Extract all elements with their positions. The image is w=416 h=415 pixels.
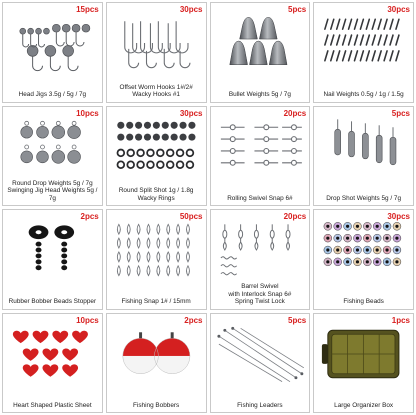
item-caption: Large Organizer Box [334, 401, 394, 409]
count-badge: 5pcs [288, 315, 307, 325]
worm-hook-icon [107, 13, 206, 73]
item-caption: Head Jigs 3.5g / 5g / 7g [18, 91, 87, 98]
item-cell-bobbers [106, 313, 207, 414]
item-caption: Fishing Snap 1# / 15mm [121, 298, 191, 305]
item-cell-split-shot [106, 106, 207, 207]
count-badge: 10pcs [76, 108, 99, 118]
item-caption: Round Drop Weights 5g / 7g Swinging Jig Head Weights 5g / 7g [7, 179, 98, 202]
nail-weight-icon [314, 13, 413, 73]
item-caption: Rolling Swivel Snap 6# [227, 194, 293, 202]
bobber-icon [107, 324, 206, 384]
count-badge: 20pcs [283, 212, 307, 221]
count-badge: 20pcs [283, 108, 307, 118]
item-cell-bullet-weights [210, 2, 311, 103]
split-shot-icon [107, 117, 206, 177]
item-cell-organizer-box [313, 313, 414, 414]
count-badge: 30pcs [387, 212, 410, 221]
heart-sheet-icon [3, 324, 102, 384]
item-caption: Round Split Shot 1g / 1.8g Wacky Rings [118, 187, 194, 202]
count-badge: 50pcs [179, 212, 203, 221]
item-cell-barrel-swivel [210, 209, 311, 310]
count-badge: 30pcs [387, 5, 410, 14]
item-cell-swivel-snap [210, 106, 311, 207]
count-badge: 2pcs [184, 315, 203, 325]
fishing-snap-icon [107, 220, 206, 280]
count-badge: 15pcs [76, 5, 99, 14]
jig-head-icon [3, 13, 102, 73]
count-badge: 10pcs [76, 315, 99, 325]
item-cell-fishing-snap [106, 209, 207, 310]
item-cell-leaders [210, 313, 311, 414]
item-caption: Offset Worm Hooks 1#/2# Wacky Hooks #1 [119, 83, 193, 98]
count-badge: 2pcs [80, 212, 99, 221]
item-caption: Drop Shot Weights 5g / 7g [326, 194, 402, 202]
bullet-weight-icon [211, 13, 310, 73]
item-cell-fishing-beads [313, 209, 414, 310]
count-badge: 5pcs [391, 108, 410, 118]
swivel-snap-icon [211, 117, 310, 177]
product-grid [2, 2, 414, 413]
count-badge: 5pcs [288, 5, 307, 14]
item-cell-drop-weights [2, 106, 103, 207]
bobber-stopper-icon [3, 220, 102, 280]
drop-weight-icon [3, 117, 102, 177]
barrel-swivel-icon [211, 220, 310, 280]
item-cell-heart-sheet [2, 313, 103, 414]
item-cell-head-jigs [2, 2, 103, 103]
count-badge: 30pcs [179, 5, 203, 14]
item-caption: Bullet Weights 5g / 7g [228, 91, 291, 98]
item-cell-nail-weights [313, 2, 414, 103]
fishing-bead-icon [314, 220, 413, 280]
item-caption: Fishing Leaders [237, 401, 283, 409]
item-caption: Fishing Beads [343, 298, 384, 305]
item-caption: Heart Shaped Plastic Sheet [13, 401, 92, 409]
item-cell-bobber-stopper [2, 209, 103, 310]
organizer-box-icon [314, 324, 413, 384]
item-cell-drop-shot-weights [313, 106, 414, 207]
item-caption: Barrel Swivel with Interlock Snap 6# Spring Twist Lock [228, 283, 292, 305]
count-badge: 1pcs [391, 315, 410, 325]
leader-icon [211, 324, 310, 384]
item-caption: Nail Weights 0.5g / 1g / 1.5g [323, 91, 404, 98]
item-caption: Rubber Bobber Beads Stopper [8, 298, 97, 305]
item-cell-worm-hooks [106, 2, 207, 103]
item-caption: Fishing Bobbers [133, 401, 180, 409]
drop-shot-weight-icon [314, 117, 413, 177]
count-badge: 30pcs [179, 108, 203, 118]
